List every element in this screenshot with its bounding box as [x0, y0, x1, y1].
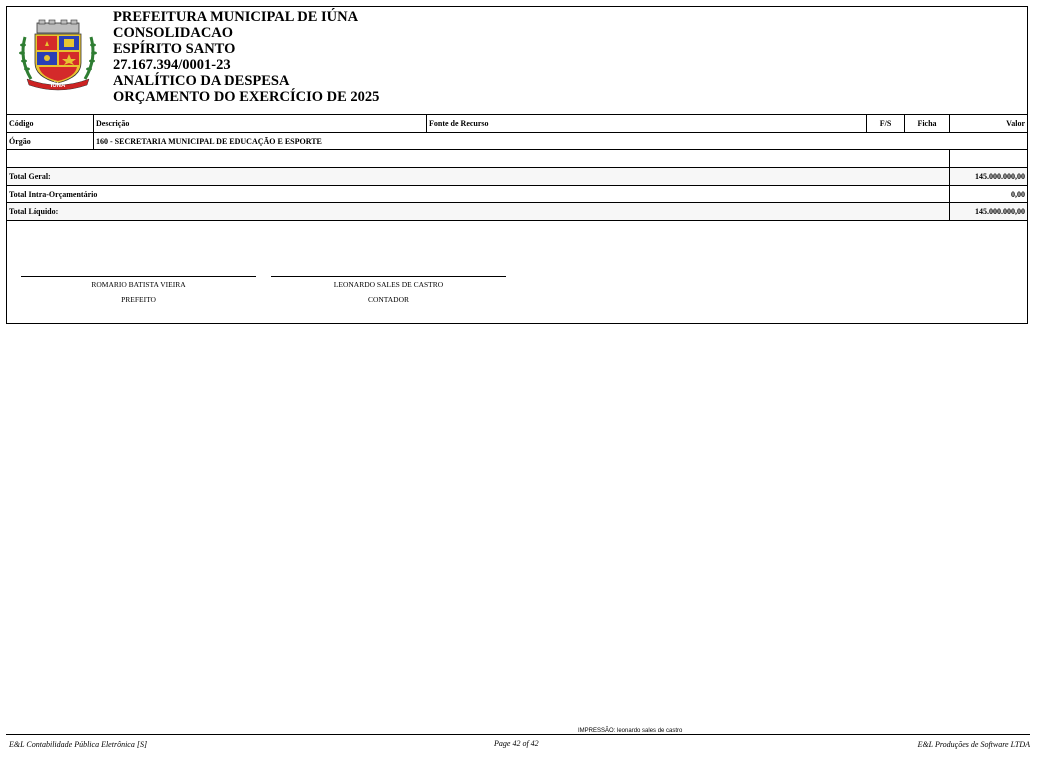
- print-user-note: IMPRESSÃO: leonardo sales de castro: [578, 728, 683, 734]
- municipality-name: PREFEITURA MUNICIPAL DE IÚNA: [113, 9, 359, 25]
- orgao-label: Órgão: [7, 133, 94, 149]
- logo-ribbon-text: IÚNA: [50, 83, 66, 89]
- signature-role-contador: CONTADOR: [367, 295, 410, 304]
- total-liquido-label: Total Líquido:: [7, 203, 950, 220]
- report-subtitle: ORÇAMENTO DO EXERCÍCIO DE 2025: [113, 89, 380, 105]
- signature-name-prefeito: ROMARIO BATISTA VIEIRA: [91, 280, 186, 289]
- col-fs: F/S: [867, 115, 905, 132]
- total-intra-value: 0,00: [1011, 189, 1025, 199]
- signature-line-prefeito: [21, 276, 256, 277]
- footer-software-name: E&L Contabilidade Pública Eletrônica [S]: [9, 740, 148, 749]
- report-frame: [6, 6, 1028, 324]
- consolidation-label: CONSOLIDACAO: [113, 25, 234, 41]
- total-liquido-row: [7, 203, 1027, 221]
- col-ficha: Ficha: [905, 115, 950, 132]
- report-title: ANALÍTICO DA DESPESA: [113, 73, 290, 89]
- report-header: [7, 7, 1027, 115]
- orgao-description: 160 - SECRETARIA MUNICIPAL DE EDUCAÇÃO E ESPORTE: [96, 136, 322, 146]
- total-intra-row: [7, 186, 1027, 203]
- total-intra-label: Total Intra-Orçamentário: [7, 186, 950, 202]
- orgao-row: [7, 133, 1027, 150]
- col-valor: Valor: [1006, 119, 1025, 128]
- cnpj: 27.167.394/0001-23: [113, 57, 231, 73]
- footer-page-number: Page 42 of 42: [494, 739, 539, 748]
- col-fonte-recurso: Fonte de Recurso: [427, 115, 867, 132]
- signature-role-prefeito: PREFEITO: [121, 295, 156, 304]
- total-geral-row: [7, 168, 1027, 186]
- signature-name-contador: LEONARDO SALES DE CASTRO: [333, 280, 444, 289]
- column-header-row: [7, 115, 1027, 133]
- footer-divider: [6, 734, 1030, 735]
- total-geral-label: Total Geral:: [7, 168, 950, 185]
- empty-row-left: [7, 150, 950, 167]
- total-geral-value: 145.000.000,00: [975, 172, 1025, 181]
- footer-company-name: E&L Produções de Software LTDA: [917, 740, 1030, 749]
- header-titles: [113, 9, 379, 105]
- total-liquido-value: 145.000.000,00: [975, 207, 1025, 216]
- col-codigo: Código: [7, 115, 94, 132]
- municipal-coat-of-arms: [17, 19, 99, 91]
- col-descricao: Descrição: [94, 115, 427, 132]
- empty-row: [7, 150, 1027, 168]
- signature-line-contador: [271, 276, 506, 277]
- state-name: ESPÍRITO SANTO: [113, 41, 236, 57]
